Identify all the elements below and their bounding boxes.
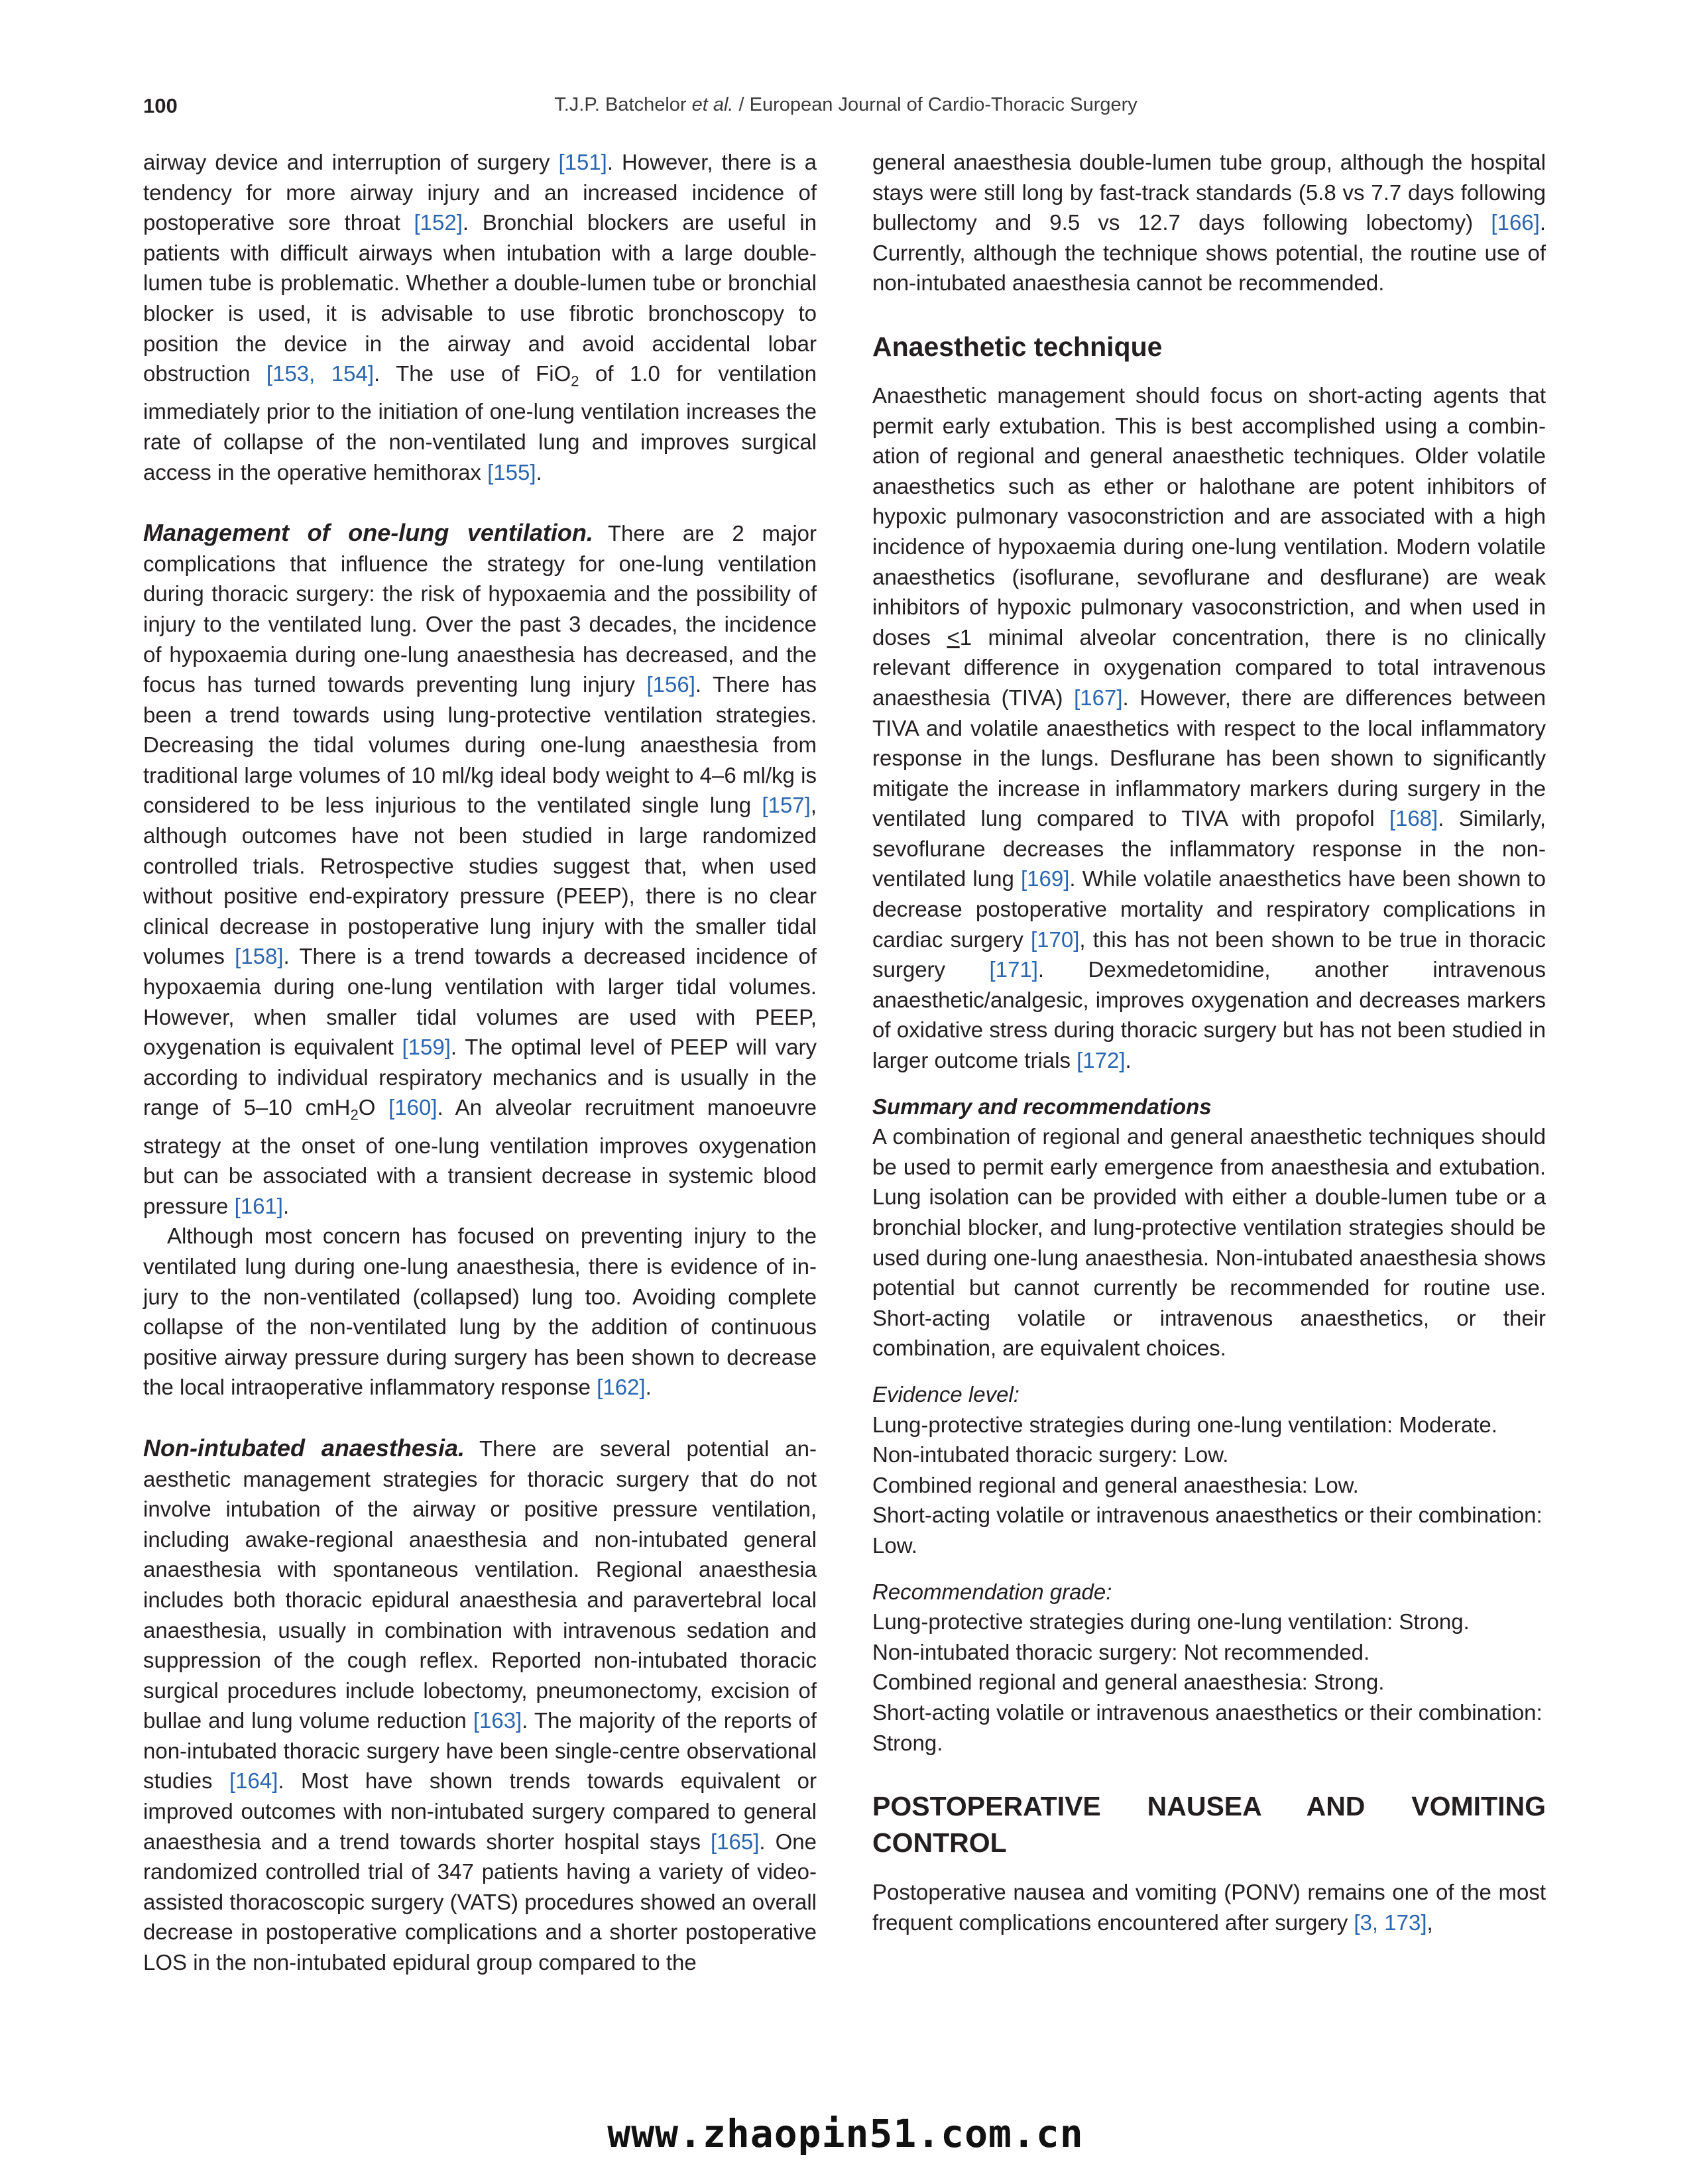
section-heading-ponv: POSTOPERATIVE NAUSEA AND VOMITING CONTROL	[872, 1791, 1546, 1859]
paragraph-non-intubated: Non-intubated anaesthesia. There are several potential anaesthetic management strategies for thoracic surgery that do not involve intubation of the airway or positive pressure ventilation, including awake-regional anaesthesia and non-intubated general anaesthesia with spontaneous ventilation. Regional anaesthesia includes both thoracic epidural anaesthesia and paravertebral local anaesthesia, usually in combination with intravenous sedation and suppression of the cough reflex. Reported non-intubated thoracic surgical procedures include lobectomy, pneumonectomy, excision of bullae and lung volume reduction [163]. The majority of the reports of non-intubated thoracic surgery have been single-centre observational studies [164]. Most have shown trends towards equivalent or improved outcomes with non-intubated surgery compared to general anaesthesia and a trend towards shorter hospital stays [165]. One randomized controlled trial of 347 patients having a variety of video-assisted thoracoscopic surgery (VATS) procedures showed an overall decrease in postoperative complications and a shorter postoperative LOS in the non-intubated epidural group compared to the	[143, 1434, 817, 1975]
citation-link[interactable]: [167]	[1074, 685, 1123, 710]
subscript: 2	[350, 1107, 359, 1123]
citation-link[interactable]: [172]	[1077, 1048, 1126, 1073]
citation-link[interactable]: [168]	[1389, 806, 1438, 831]
recommendation-item: Combined regional and general anaesthesia: Strong.	[872, 1670, 1385, 1695]
citation-link[interactable]: [3, 173]	[1354, 1910, 1427, 1935]
recommendation-item: Lung-protective strategies during one-lung ventilation: Strong.	[872, 1609, 1470, 1635]
citation-link[interactable]: [160]	[388, 1095, 437, 1120]
run-in-heading: Non-intubated anaesthesia.	[143, 1434, 465, 1462]
recommendation-item: Non-intubated thoracic surgery: Not recommended.	[872, 1639, 1370, 1664]
evidence-label: Evidence level:	[872, 1381, 1020, 1407]
paragraph-one-lung-ventilation: Management of one-lung ventilation. There are 2 major complications that influence the strategy for one-lung ventilation during thoracic surgery: the risk of hypoxaemia and the possibility of injury to the ventilated lung. Over the past 3 decades, the incidence of hypoxaemia during one-lung anaesthesia has decreased, and the focus has turned towards preventing lung injury [156]. There has been a trend towards using lung-protective ventilation strategies. Decreasing the tidal volumes during one-lung anaesthesia from traditional large volumes of 10 ml/kg ideal body weight to 4–6 ml/kg is considered to be less injurious to the ventilated single lung [157], although outcomes have not been studied in large randomized controlled trials. Retrospective studies suggest that, when used without positive end-expiratory pressure (PEEP), there is no clear clinical decrease in postoperative lung injury with the smaller tidal volumes [158]. There is a trend towards a decreased incidence of hypoxaemia during one-lung ventilation with larger tidal volumes. However, when smaller tidal volumes are used with PEEP, oxygenation is equivalent [159]. The optimal level of PEEP will vary according to individual respiratory mechanics and is usually in the range of 5–10 cmH$_2$O [160]. An alveolar recruitment manoeuvre strategy at the onset of one-lung ventilation improves oxygenation but can be associated with a transient decrease in systemic blood pressure [161].	[143, 519, 817, 1218]
left-column	[143, 147, 817, 1978]
subsection-heading: Summary and recommendations	[872, 1094, 1212, 1119]
evidence-item: Lung-protective strategies during one-lung ventilation: Moderate.	[872, 1412, 1497, 1437]
citation-link[interactable]: [166]	[1491, 210, 1540, 235]
citation-link[interactable]: [153, 154]	[266, 361, 375, 386]
summary-paragraph: A combination of regional and general anaesthetic techniques should be used to permit early emergence from anaesthesia and extubation. Lung isolation can be provided with either a double-lumen tube or a bronchial blocker, and lung-protective ventilation strategies should be used during one-lung anaesthesia. Non-intubated anaesthesia shows potential but cannot currently be recommended for routine use. Short-acting volatile or intravenous anaesthetics, or their combination, are equivalent choices.	[872, 1124, 1546, 1361]
citation-link[interactable]: [155]	[487, 459, 536, 485]
citation-link[interactable]: [170]	[1031, 927, 1080, 952]
citation-link[interactable]: [156]	[646, 672, 695, 697]
underlined-symbol: <	[947, 624, 960, 650]
citation-link[interactable]: [151]	[558, 150, 607, 174]
paragraph: Although most concern has focused on preventing injury to the ventilated lung during one-lung anaesthesia, there is evidence of injury to the non-ventilated (collapsed) lung too. Avoiding complete collapse of the non-ventilated lung by the addition of continuous positive airway pressure during surgery has been shown to decrease the local intraoperative inflammatory response [162].	[143, 1224, 817, 1400]
citation-link[interactable]: [159]	[402, 1035, 451, 1060]
paragraph: airway device and interruption of surgery [151]. However, there is a tendency for more airway injury and an increased incidence of postoperative sore throat [152]. Bronchial blockers are useful in patients with difficult airways when intubation with a large double-lumen tube is problematic. Whether a double-lumen tube or bronchial blocker is used, it is advisable to use fibrotic bronchoscopy to position the device in the airway and avoid accidental lobar obstruction [153, 154]. The use of FiO$_2$ of 1.0 for ventilation immediately prior to the initiation of one-lung ventilation increases the rate of collapse of the non-ventilated lung and improves surgical access in the operative hemithorax [155].	[143, 150, 817, 485]
recommendation-grade-block	[872, 1577, 1546, 1758]
running-head: T.J.P. Batchelor et al. / European Journal of Cardio-Thoracic Surgery	[554, 94, 1137, 115]
citation-link[interactable]: [158]	[235, 944, 284, 969]
citation-link[interactable]: [152]	[414, 210, 463, 235]
evidence-item: Short-acting volatile or intravenous anaesthetics or their combination: Low.	[872, 1503, 1543, 1558]
citation-link[interactable]: [163]	[473, 1708, 522, 1733]
citation-link[interactable]: [169]	[1020, 866, 1070, 891]
paragraph: Anaesthetic management should focus on short-acting agents that permit early extubation. This is best accomplished using a combination of regional and general anaesthetic techniques. Older volatile anaesthetics such as ether or halothane are potent inhibitors of hypoxic pulmonary vasoconstriction and are associated with a high incidence of hypoxaemia during one-lung ventilation. Modern volatile anaesthetics (isoflurane, sevoflurane and desflurane) are weak inhibitors of hypoxic pulmonary vasoconstriction, and when used in doses <1 minimal alveolar concentration, there is no clinically relevant difference in oxygenation compared to total intravenous anaesthesia (TIVA) [167]. However, there are differences between TIVA and volatile anaesthetics with respect to the local inflammatory response in the lungs. Desflurane has been shown to significantly mitigate the increase in inflammatory markers during surgery in the ventilated lung compared to TIVA with propofol [168]. Similarly, sevoflurane decreases the inflammatory response in the non-ventilated lung [169]. While volatile anaesthetics have been shown to decrease postoperative mortality and respiratory complications in cardiac surgery [170], this has not been shown to be true in thoracic surgery [171]. Dexmedetomidine, another intravenous anaesthetic/analgesic, improves oxygenation and decreases markers of oxidative stress during thoracic surgery but has not been studied in larger outcome trials [172].	[872, 382, 1546, 1073]
page-number: 100	[143, 94, 178, 117]
evidence-level-block	[872, 1379, 1546, 1561]
citation-link[interactable]: [165]	[711, 1829, 760, 1854]
section-heading: Anaesthetic technique	[872, 331, 1163, 362]
citation-link[interactable]: [162]	[597, 1375, 646, 1400]
citation-link[interactable]: [164]	[229, 1768, 278, 1794]
right-column	[872, 147, 1546, 1937]
citation-link[interactable]: [157]	[762, 793, 811, 818]
subscript: 2	[571, 373, 579, 390]
paragraph: Postoperative nausea and vomiting (PONV) remains one of the most frequent complications encountered after surgery [3, 173],	[872, 1880, 1546, 1935]
recommendation-item: Short-acting volatile or intravenous anaesthetics or their combination: Strong.	[872, 1699, 1543, 1755]
citation-link[interactable]: [171]	[989, 957, 1038, 982]
run-in-heading: Management of one-lung ventilation.	[143, 519, 593, 547]
evidence-item: Combined regional and general anaesthesia: Low.	[872, 1472, 1359, 1497]
citation-link[interactable]: [161]	[234, 1193, 283, 1218]
paragraph: general anaesthesia double-lumen tube group, although the hospital stays were still long by fast-track standards (5.8 vs 7.7 days following bullectomy and 9.5 vs 12.7 days following lobectomy) [166]. Currently, although the technique shows potential, the routine use of non-intubated anaesthesia cannot be recommended.	[872, 150, 1546, 296]
watermark-url: www.zhaopin51.com.cn	[607, 2111, 1084, 2156]
evidence-item: Non-intubated thoracic surgery: Low.	[872, 1442, 1229, 1467]
recommendation-label: Recommendation grade:	[872, 1579, 1112, 1604]
page-header	[143, 94, 1548, 126]
